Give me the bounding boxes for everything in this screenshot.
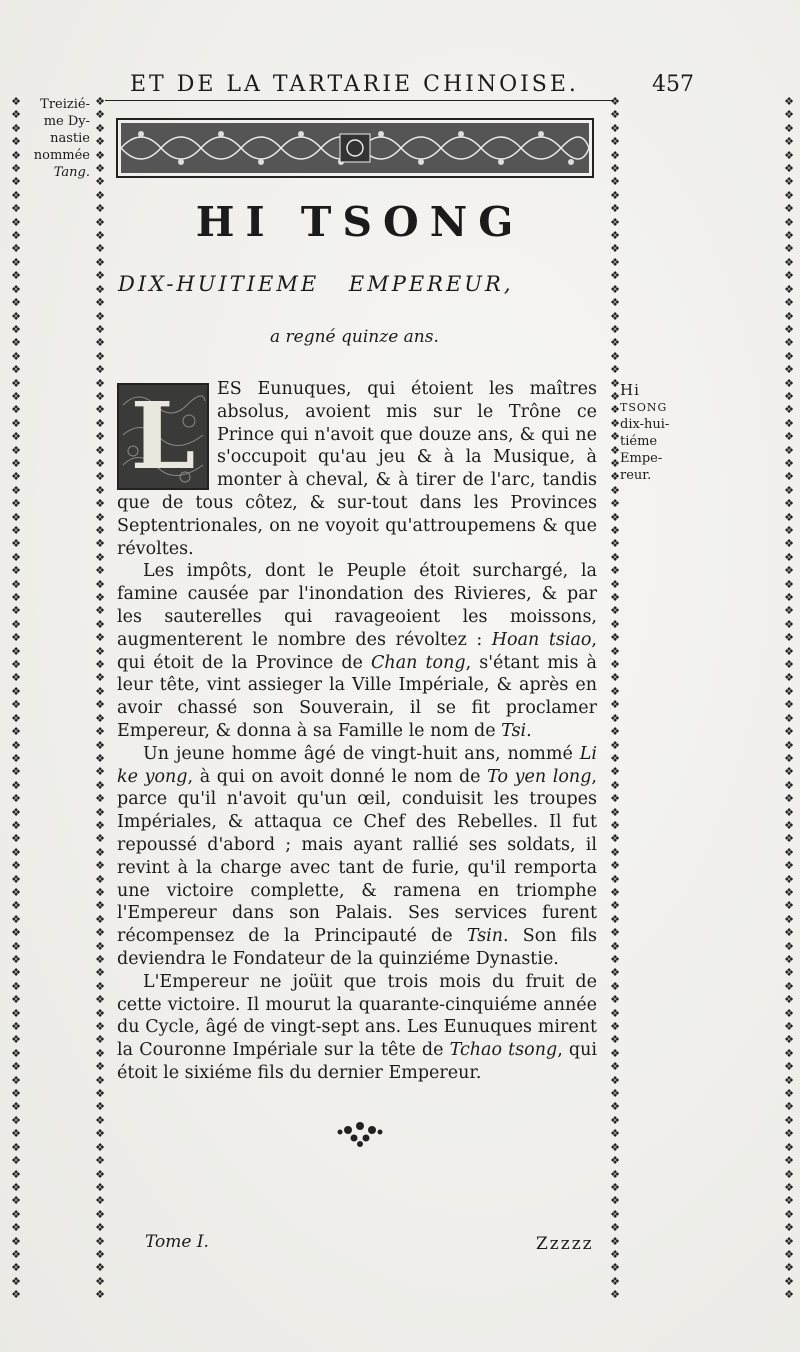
paragraph-2: Les impôts, dont le Peuple étoit surchargé, la famine causée par l'inondation des Rivieres, & par les sauterelles qui ravageoient les moissons, augmenterent le nombre des révoltez : Hoan tsiao, qui étoit de la Province de Chan tong, s'étant mis à leur tête, vint assieger la Ville Impériale, & après en avoir chassé son Souverain, il se fit proclamer Empereur, & donna à sa Famille le nom de Tsi. bbox=[117, 561, 597, 741]
volume-label: Tome I. bbox=[145, 1232, 209, 1252]
head-rule bbox=[105, 100, 613, 101]
paragraph-1: ES Eunuques, qui étoient les maîtres absolus, avoient mis sur le Trône ce Prince qui n'avoit que douze ans, & qui ne s'occupoit qu'au jeu & à la Musique, à monter à cheval, & à tirer de l'arc, tandis que de tous côtez, & sur-tout dans les Provinces Septentrionales, on ne voyoit qu'attroupemens & que révoltes. bbox=[117, 379, 597, 559]
person-name: Hoan tsiao bbox=[491, 629, 592, 650]
signature-mark: Zzzzz bbox=[536, 1234, 594, 1254]
person-name: Tchao tsong bbox=[449, 1040, 558, 1061]
ornament-border-inner-left: ❖ ❖ ❖ ❖ ❖ ❖ ❖ ❖ ❖ ❖ ❖ ❖ ❖ ❖ ❖ ❖ ❖ ❖ ❖ ❖ ❖ ❖ ❖ ❖ ❖ ❖ ❖ ❖ ❖ ❖ ❖ ❖ ❖ ❖ ❖ ❖ ❖ ❖ ❖ ❖ ❖ ❖ ❖ ❖ ❖ ❖ ❖ ❖ ❖ ❖ ❖ ❖ ❖ ❖ ❖ ❖ ❖ ❖ ❖ ❖ ❖ ❖ ❖ ❖ ❖ ❖ ❖ ❖ ❖ ❖ ❖ ❖ ❖ ❖ ❖ ❖ ❖ ❖ ❖ ❖ ❖ ❖ ❖ ❖ ❖ ❖ ❖ ❖ ❖ ❖ bbox=[95, 95, 105, 1302]
ornament-border-inner-right: ❖ ❖ ❖ ❖ ❖ ❖ ❖ ❖ ❖ ❖ ❖ ❖ ❖ ❖ ❖ ❖ ❖ ❖ ❖ ❖ ❖ ❖ ❖ ❖ ❖ ❖ ❖ ❖ ❖ ❖ ❖ ❖ ❖ ❖ ❖ ❖ ❖ ❖ ❖ ❖ ❖ ❖ ❖ ❖ ❖ ❖ ❖ ❖ ❖ ❖ ❖ ❖ ❖ ❖ ❖ ❖ ❖ ❖ ❖ ❖ ❖ ❖ ❖ ❖ ❖ ❖ ❖ ❖ ❖ ❖ ❖ ❖ ❖ ❖ ❖ ❖ ❖ ❖ ❖ ❖ ❖ ❖ ❖ ❖ ❖ ❖ ❖ ❖ ❖ ❖ bbox=[610, 95, 620, 1302]
drop-cap-initial: L bbox=[117, 383, 209, 490]
family-name: Tsi bbox=[501, 720, 527, 741]
running-head: ET DE LA TARTARIE CHINOISE. bbox=[130, 72, 579, 97]
page-number: 457 bbox=[652, 72, 694, 97]
reign-caption: a regné quinze ans. bbox=[270, 327, 439, 347]
person-name: Li ke yong bbox=[117, 743, 597, 787]
ornament-border-outer-left: ❖ ❖ ❖ ❖ ❖ ❖ ❖ ❖ ❖ ❖ ❖ ❖ ❖ ❖ ❖ ❖ ❖ ❖ ❖ ❖ ❖ ❖ ❖ ❖ ❖ ❖ ❖ ❖ ❖ ❖ ❖ ❖ ❖ ❖ ❖ ❖ ❖ ❖ ❖ ❖ ❖ ❖ ❖ ❖ ❖ ❖ ❖ ❖ ❖ ❖ ❖ ❖ ❖ ❖ ❖ ❖ ❖ ❖ ❖ ❖ ❖ ❖ ❖ ❖ ❖ ❖ ❖ ❖ ❖ ❖ ❖ ❖ ❖ ❖ ❖ ❖ ❖ ❖ ❖ ❖ ❖ ❖ ❖ ❖ ❖ ❖ ❖ ❖ ❖ ❖ bbox=[11, 95, 21, 1302]
nickname: To yen long bbox=[487, 766, 592, 787]
paragraph-4: L'Empereur ne joüit que trois mois du fruit de cette victoire. Il mourut la quarante-cinquiéme année du Cycle, âgé de vingt-sept ans. Les Eunuques mirent la Couronne Impériale sur la tête de Tchao tsong, qui étoit le sixiéme fils du dernier Empereur. bbox=[117, 971, 597, 1083]
margin-note-dynasty: Treizié- me Dy- nastie nommée Tang. bbox=[33, 97, 90, 180]
tailpiece-ornament-icon bbox=[335, 1118, 385, 1148]
chapter-title: HI TSONG bbox=[195, 198, 525, 246]
chapter-subtitle: DIX-HUITIEME EMPEREUR, bbox=[118, 272, 514, 296]
principality-name: Tsin bbox=[466, 926, 504, 947]
place-name: Chan tong bbox=[371, 652, 466, 673]
margin-note-emperor: Hi TSONG dix-hui- tiéme Empe- reur. bbox=[620, 381, 670, 483]
body-text bbox=[117, 378, 597, 1085]
paragraph-3: Un jeune homme âgé de vingt-huit ans, nommé Li ke yong, à qui on avoit donné le nom de To yen long, parce qu'il n'avoit qu'un œil, conduisit les troupes Impériales, & attaqua ce Chef des Rebelles. Il fut repoussé d'abord ; mais ayant rallié ses soldats, il revint à la charge avec tant de furie, qu'il remporta une victoire complette, & ramena en triomphe l'Empereur dans son Palais. Ses services furent récompensez de la Principauté de Tsin. Son fils deviendra le Fondateur de la quinziéme Dynastie. bbox=[117, 743, 598, 969]
headpiece-ornament-icon bbox=[116, 118, 594, 178]
ornament-border-outer-right: ❖ ❖ ❖ ❖ ❖ ❖ ❖ ❖ ❖ ❖ ❖ ❖ ❖ ❖ ❖ ❖ ❖ ❖ ❖ ❖ ❖ ❖ ❖ ❖ ❖ ❖ ❖ ❖ ❖ ❖ ❖ ❖ ❖ ❖ ❖ ❖ ❖ ❖ ❖ ❖ ❖ ❖ ❖ ❖ ❖ ❖ ❖ ❖ ❖ ❖ ❖ ❖ ❖ ❖ ❖ ❖ ❖ ❖ ❖ ❖ ❖ ❖ ❖ ❖ ❖ ❖ ❖ ❖ ❖ ❖ ❖ ❖ ❖ ❖ ❖ ❖ ❖ ❖ ❖ ❖ ❖ ❖ ❖ ❖ ❖ ❖ ❖ ❖ ❖ ❖ bbox=[784, 95, 794, 1302]
